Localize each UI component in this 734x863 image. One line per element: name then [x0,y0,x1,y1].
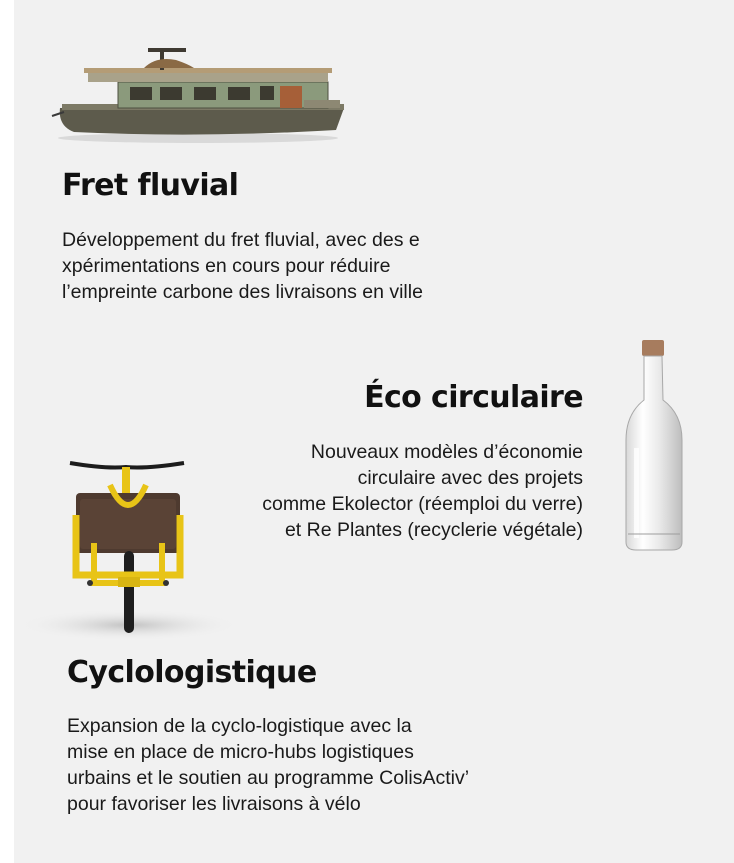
fret-fluvial-description: Développement du fret fluvial, avec des e xpérimentations en cours pour réduire l’empreinte carbone des livraisons en ville [62,229,423,303]
cyclologistique-title: Cyclologistique [67,655,317,690]
cyclologistique-description: Expansion de la cyclo-logistique avec la mise en place de micro-hubs logistiques urbains et le soutien au programme ColisActiv’ pour favoriser les livraisons à vélo [67,715,470,815]
eco-circulaire-description: Nouveaux modèles d’économie circulaire avec des projets comme Ekolector (réemploi du verre) et Re Plantes (recyclerie végétale) [262,441,583,541]
houseboat-image [48,44,354,144]
cargo-bike-image [14,455,244,645]
eco-circulaire-title: Éco circulaire [364,380,583,415]
glass-bottle-image [620,338,688,554]
fret-fluvial-title: Fret fluvial [62,168,239,203]
